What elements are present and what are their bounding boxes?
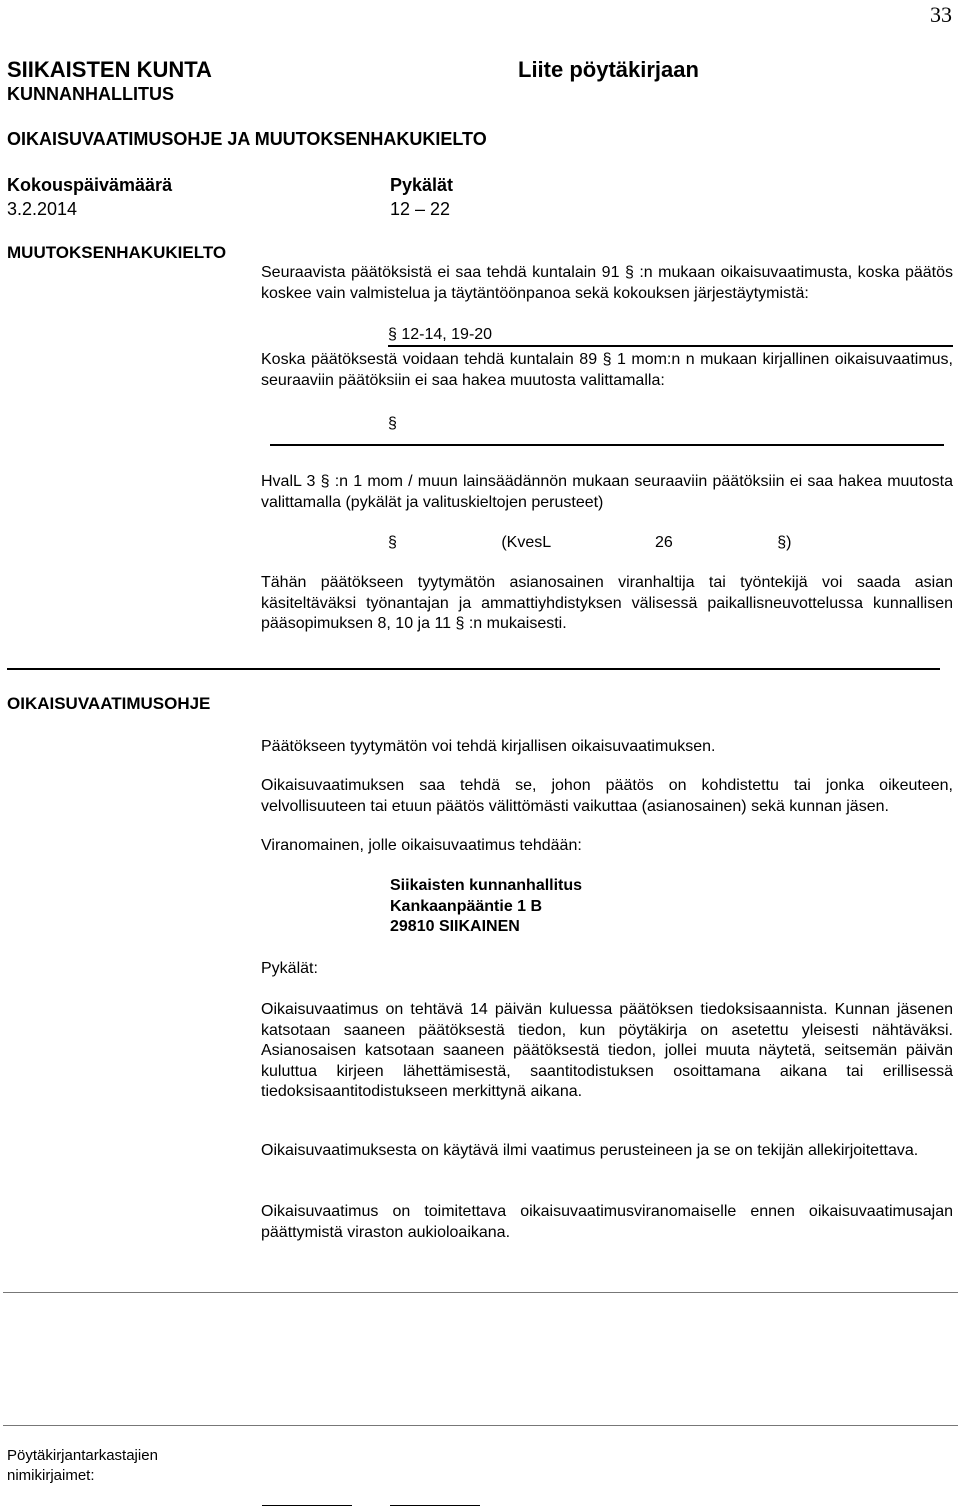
sections-label: Pykälät xyxy=(390,175,454,195)
authority-street: Kankaanpääntie 1 B xyxy=(390,898,543,915)
footer-divider-bottom xyxy=(3,1425,958,1426)
attachment-label: Liite pöytäkirjaan xyxy=(518,57,699,82)
footer-divider-top xyxy=(3,1292,958,1293)
ban-paragraph-3: HvalL 3 § :n 1 mom / muun lainsäädännön mukaan seuraaviin päätöksiin ei saa hakea muutosta valittamalla (pykälät ja valituskieltojen perusteet) xyxy=(261,473,953,511)
ban-paragraph-2: Koska päätöksestä voidaan tehdä kuntalain 89 § 1 mom:n n mukaan kirjallinen oikaisuvaatimus, seuraaviin päätöksiin ei saa hakea muutosta valittamalla: xyxy=(261,351,953,389)
initials-label-line-2: nimikirjaimet: xyxy=(7,1467,95,1484)
organization-name: SIIKAISTEN KUNTA xyxy=(7,57,212,82)
initials-label-line-1: Pöytäkirjantarkastajien xyxy=(7,1447,158,1464)
instructions-sections-label: Pykälät: xyxy=(261,960,318,977)
instructions-paragraph-2: Oikaisuvaatimuksen saa tehdä se, johon päätös on kohdistettu tai jonka oikeuteen, velvollisuuteen tai etuun päätös välittömästi vaikuttaa (asianosainen) sekä kunnan jäsen. xyxy=(261,777,953,815)
instructions-paragraph-3: Viranomainen, jolle oikaisuvaatimus tehdään: xyxy=(261,837,582,854)
instructions-heading: OIKAISUVAATIMUSOHJE xyxy=(7,694,211,713)
instructions-paragraph-5: Oikaisuvaatimuksesta on käytävä ilmi vaatimus perusteineen ja se on tekijän allekirjoitettava. xyxy=(261,1142,919,1159)
ban-items-1: § 12-14, 19-20 xyxy=(388,326,493,343)
body-name: KUNNANHALLITUS xyxy=(7,84,174,104)
page-number: 33 xyxy=(930,2,952,27)
ban-paragraph-1: Seuraavista päätöksistä ei saa tehdä kuntalain 91 § :n mukaan oikaisuvaatimusta, koska päätös koskee vain valmistelua ja täytäntöönpanoa sekä kokouksen järjestäytymistä: xyxy=(261,264,953,302)
authority-name: Siikaisten kunnanhallitus xyxy=(390,877,583,894)
initials-line-2 xyxy=(390,1505,480,1506)
instructions-paragraph-4: Oikaisuvaatimus on tehtävä 14 päivän kuluessa päätöksen tiedoksisaannista. Kunnan jäsenen katsotaan saaneen päätöksestä tiedon, kun pöytäkirja on asetettu yleisesti nähtäväksi. Asianosaisen katsotaan saaneen päätöksestä tiedon, jollei muuta näytetä, seitsemän päivän kuluttua kirjeen lähettämisestä, saantitodistuksen osoittamana aikana tai erillisessä tiedoksisaantitodistukseen merkittynä aikana. xyxy=(261,1001,953,1100)
meeting-date-value: 3.2.2014 xyxy=(7,199,78,219)
initials-line-1 xyxy=(262,1505,352,1506)
ban-items-3: § (KvesL 26 §) xyxy=(388,534,792,551)
items-2-underline xyxy=(270,444,944,446)
ban-paragraph-4: Tähän päätökseen tyytymätön asianosainen viranhaltija tai työntekijä voi saada asian käsiteltäväksi työnantajan ja ammattiyhdistyksen välisessä paikallisneuvottelussa kunnallisen pääsopimuksen 8, 10 ja 11 § :n mukaisesti. xyxy=(261,574,953,632)
authority-city: 29810 SIIKAINEN xyxy=(390,918,520,935)
items-1-underline xyxy=(388,345,953,347)
section-divider xyxy=(7,668,940,670)
ban-items-2: § xyxy=(388,415,397,432)
document-title: OIKAISUVAATIMUSOHJE JA MUUTOKSENHAKUKIELTO xyxy=(7,129,487,149)
ban-heading: MUUTOKSENHAKUKIELTO xyxy=(7,243,227,262)
instructions-paragraph-1: Päätökseen tyytymätön voi tehdä kirjallisen oikaisuvaatimuksen. xyxy=(261,738,716,755)
meeting-date-label: Kokouspäivämäärä xyxy=(7,175,173,195)
sections-value: 12 – 22 xyxy=(390,199,451,219)
instructions-paragraph-6: Oikaisuvaatimus on toimitettava oikaisuvaatimusviranomaiselle ennen oikaisuvaatimusajan päättymistä viraston aukioloaikana. xyxy=(261,1203,953,1241)
